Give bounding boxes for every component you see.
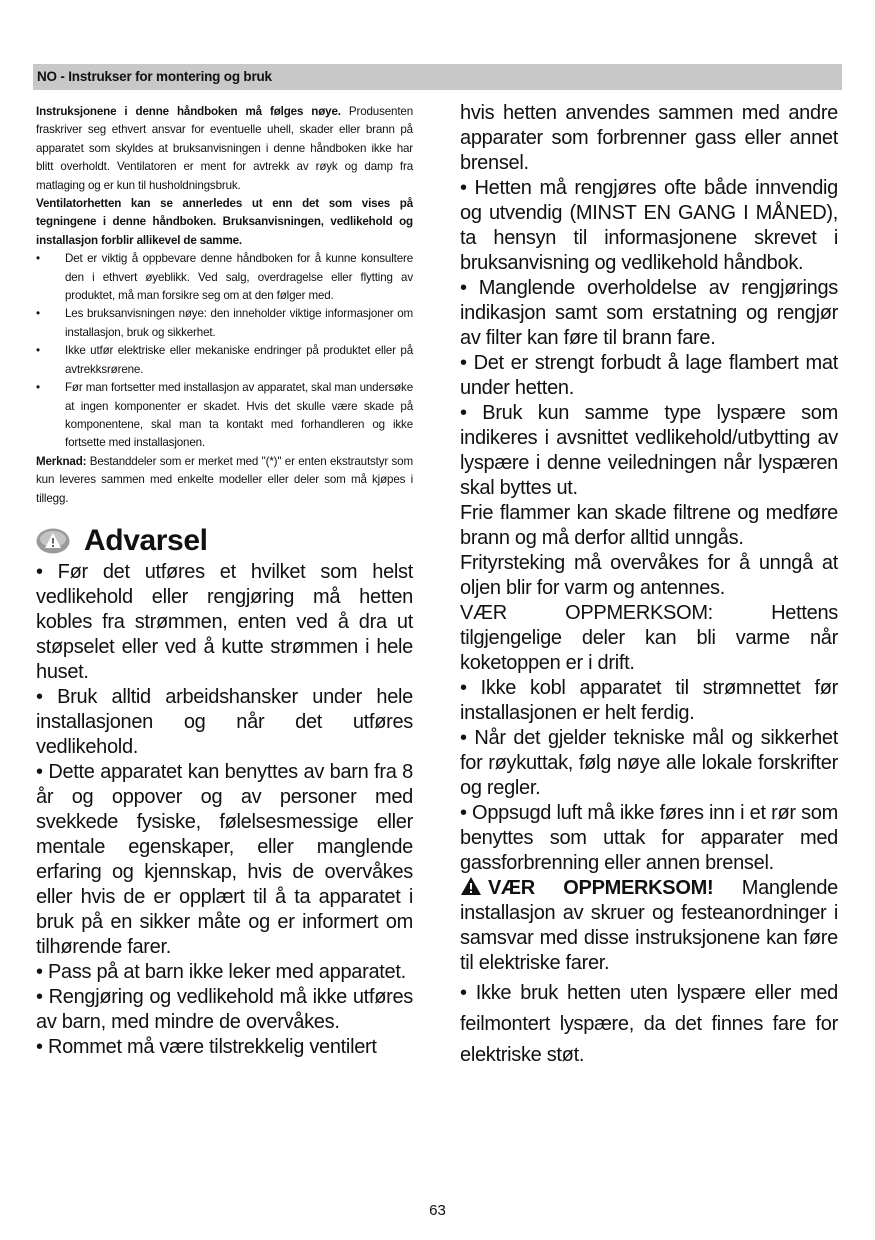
intro-paragraph xyxy=(36,103,413,195)
page-number: 63 xyxy=(429,1202,446,1219)
warning-paragraph: • Ikke kobl apparatet til strømnettet før installasjonen er helt ferdig. xyxy=(460,677,838,724)
intro-text: Produsenten fraskriver seg ethvert ansvar for eventuelle uhell, skader eller brann på apparatet som skyldes at bruksanvisningen i denne håndboken ikke har blitt overholdt. Ventilatoren er ment for avtrekk av røyk og damp fra matlaging og er kun til husholdningsbruk. xyxy=(36,105,414,192)
intro-bullet: • Før man fortsetter med installasjon av apparatet, skal man undersøke at ingen komponenter er skadet. Hvis det skulle være skade på komponentene, skal man ta kontakt med forhandleren og ikke fortsette med installasjonen. xyxy=(36,379,413,453)
intro-bullet: • Det er viktig å oppbevare denne håndboken for å kunne konsultere den i ethvert øyeblikk. Ved salg, overdragelse eller flytting av produktet, må man forsikre seg om at den følger med. xyxy=(36,250,413,305)
note-text: Bestanddeler som er merket med "(*)" er enten ekstrautstyr som kun leveres sammen med enkelte modeller eller deler som må kjøpes i tillegg. xyxy=(36,454,413,505)
warning-heading xyxy=(36,524,413,558)
design-notice: Ventilatorhetten kan se annerledes ut enn det som vises på tegningene i denne håndboken. Bruksanvisningen, vedlikehold og installasjon forblir allikevel de samme. xyxy=(36,197,413,247)
note-label: Merknad: xyxy=(36,454,87,468)
warning-paragraph: • Før det utføres et hvilket som helst vedlikehold eller rengjøring må hetten kobles fra strømmen, enten ved å dra ut støpselet eller ved å kutte strømmen i hele huset. xyxy=(36,560,413,683)
intro-bullet: • Ikke utfør elektriske eller mekaniske endringer på produktet eller på avtrekksrørene. xyxy=(36,342,413,379)
intro-section xyxy=(36,103,413,508)
warning-paragraph: • Rengjøring og vedlikehold må ikke utføres av barn, med mindre de overvåkes. xyxy=(36,985,413,1033)
warning-paragraph: • Bruk alltid arbeidshansker under hele installasjonen og når det utføres vedlikehold. xyxy=(36,685,413,758)
warning-paragraph: • Rommet må være tilstrekkelig ventilert xyxy=(36,1035,377,1058)
warning-paragraph: • Dette apparatet kan benyttes av barn fra 8 år og oppover og av personer med svekkede fysiske, følelsesmessige eller mentale egenskaper, eller manglende erfaring og kjennskap, hvis de overvåkes eller hvis de er opplært til å ta apparatet i bruk på en sikker måte og er informert om tilhørende farer. xyxy=(36,760,413,958)
warning-paragraph: • Det er strengt forbudt å lage flambert mat under hetten. xyxy=(460,352,838,399)
section-header-title: NO - Instrukser for montering og bruk xyxy=(37,69,272,84)
warning-paragraph: Frityrsteking må overvåkes for å unngå at oljen blir for varm og antennes. xyxy=(460,552,838,599)
warning-paragraph: • Hetten må rengjøres ofte både innvendig og utvendig (MINST EN GANG I MÅNED), ta hensyn til informasjonene skrevet i bruksanvisning og vedlikehold håndbok. xyxy=(460,177,838,274)
warning-paragraph: • Ikke bruk hetten uten lyspære eller med feilmontert lyspære, da det finnes fare for elektriske støt. xyxy=(460,982,838,1066)
caution-label: VÆR OPPMERKSOM! xyxy=(488,877,714,899)
warning-paragraph: • Pass på at barn ikke leker med apparatet. xyxy=(36,960,406,983)
intro-bold-lead: Instruksjonene i denne håndboken må følges nøye. xyxy=(36,105,341,118)
section-header xyxy=(33,64,842,90)
note-paragraph xyxy=(36,453,413,508)
warning-left-text xyxy=(36,560,413,1060)
warning-paragraph: • Manglende overholdelse av rengjørings indikasjon samt som erstatning og rengjør av filter kan føre til brann fare. xyxy=(460,277,838,349)
warning-triangle-icon xyxy=(36,528,70,554)
left-column xyxy=(36,103,413,1060)
warning-paragraph: • Bruk kun samme type lyspære som indikeres i avsnittet vedlikehold/utbytting av lyspære i denne veiledningen når lyspæren skal byttes ut. xyxy=(460,402,838,499)
warning-title: Advarsel xyxy=(84,523,208,557)
warning-paragraph: • Når det gjelder tekniske mål og sikkerhet for røykuttak, følg nøye alle lokale forskrifter og regler. xyxy=(460,727,838,799)
intro-bullet-list xyxy=(36,250,413,452)
caution-paragraph xyxy=(460,876,838,976)
warning-paragraph: Frie flammer kan skade filtrene og medføre brann og må derfor alltid unngås. xyxy=(460,502,838,549)
intro-bullet: • Les bruksanvisningen nøye: den inneholder viktige informasjoner om installasjon, bruk og sikkerhet. xyxy=(36,305,413,342)
warning-paragraph: hvis hetten anvendes sammen med andre apparater som forbrenner gass eller annet brensel. xyxy=(460,102,838,174)
caution-text: Manglende installasjon av skruer og festeanordninger i samsvar med disse instruksjonene kan føre til elektriske farer. xyxy=(460,877,838,974)
right-column xyxy=(460,101,838,1071)
warning-paragraph: • Oppsugd luft må ikke føres inn i et rør som benyttes som uttak for apparater med gassforbrenning eller annen brensel. xyxy=(460,802,838,874)
caution-triangle-icon xyxy=(460,876,482,896)
warning-paragraph: VÆR OPPMERKSOM: Hettens tilgjengelige deler kan bli varme når koketoppen er i drift. xyxy=(460,602,838,674)
